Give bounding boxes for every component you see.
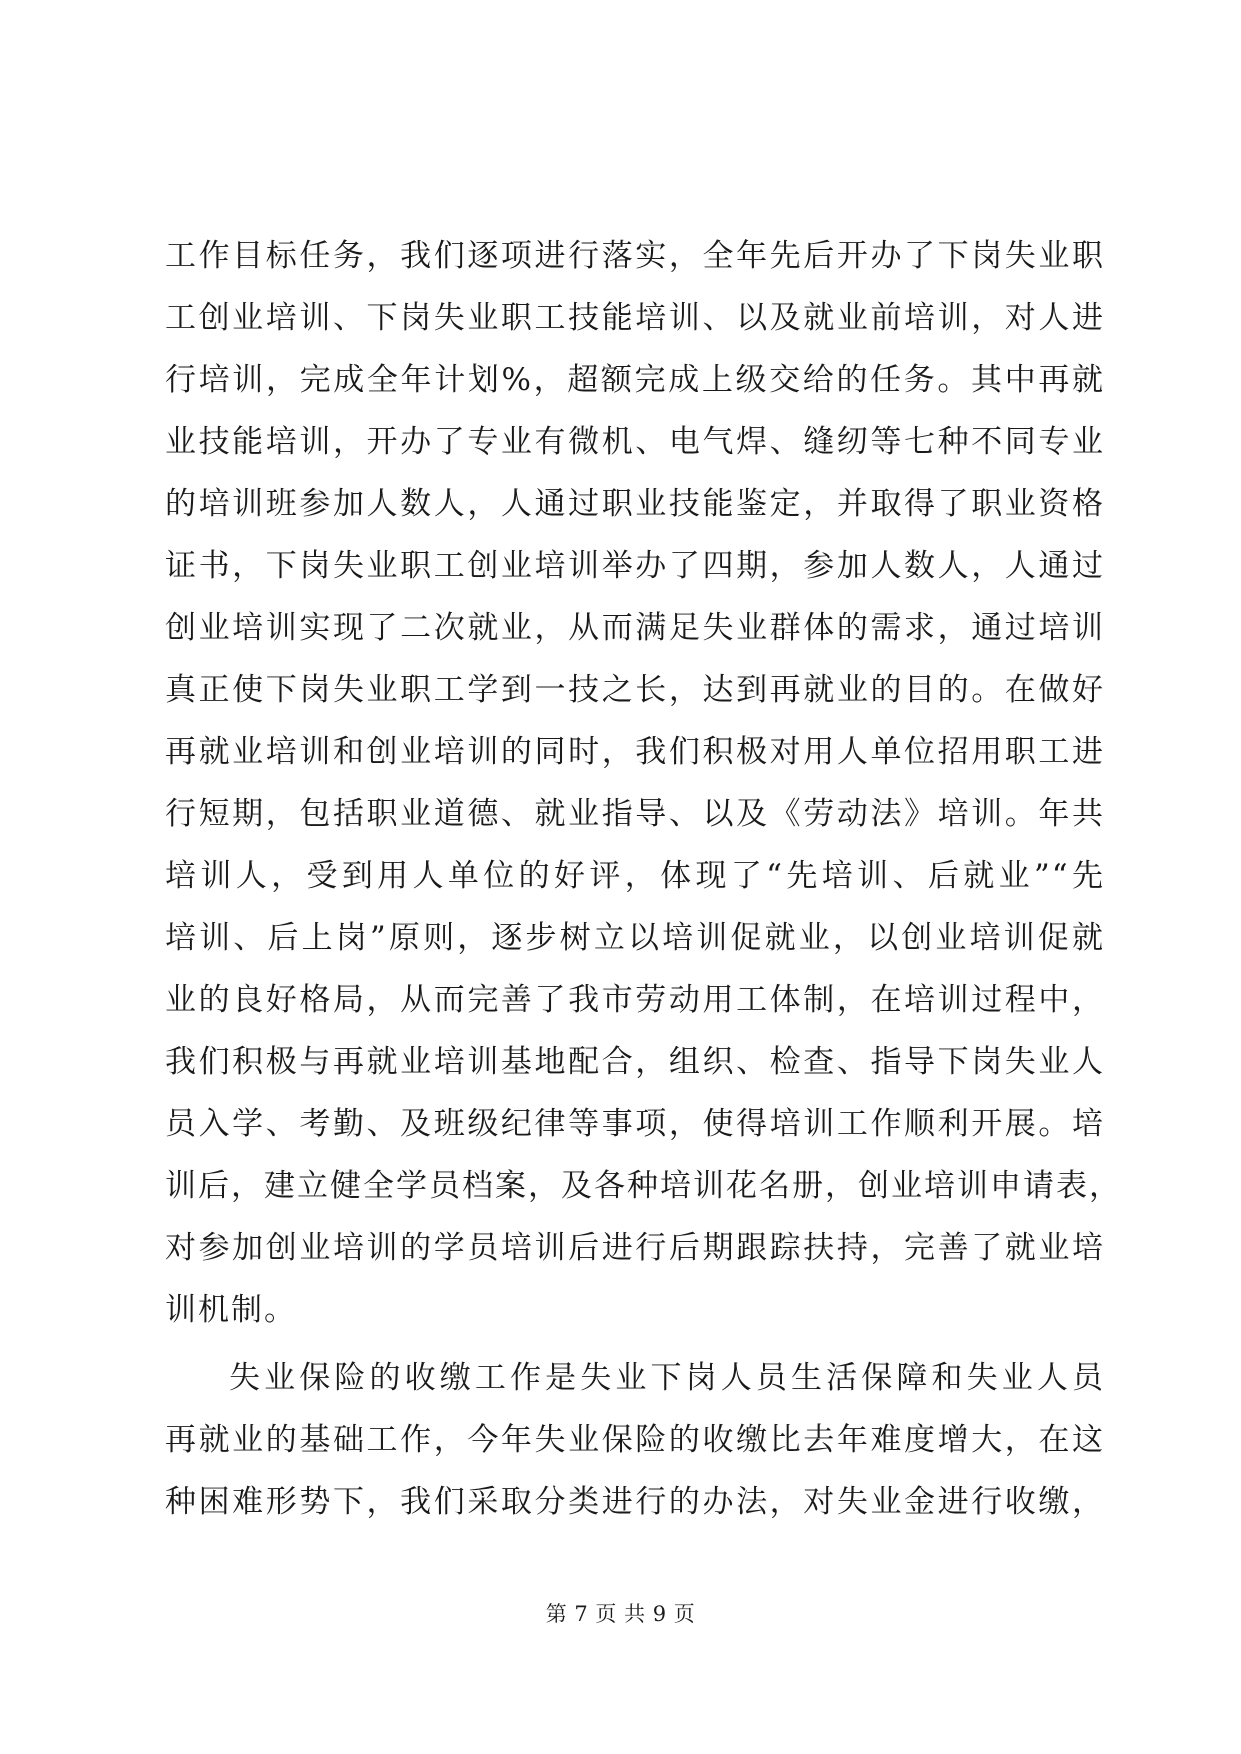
text-line: 创业培训实现了二次就业，从而满足失业群体的需求，通过培训: [165, 610, 1105, 646]
text-line: 种困难形势下，我们采取分类进行的办法，对失业金进行收缴，: [165, 1484, 1105, 1520]
text-line: 证书，下岗失业职工创业培训举办了四期，参加人数人，人通过: [165, 548, 1105, 584]
text-line: 工创业培训、下岗失业职工技能培训、以及就业前培训，对人进: [165, 300, 1105, 336]
text-line: 工作目标任务，我们逐项进行落实，全年先后开办了下岗失业职: [165, 238, 1105, 274]
text-line: 失业保险的收缴工作是失业下岗人员生活保障和失业人员: [229, 1360, 1105, 1396]
text-line: 业技能培训，开办了专业有微机、电气焊、缝纫等七种不同专业: [165, 424, 1105, 460]
text-line: 再就业培训和创业培训的同时，我们积极对用人单位招用职工进: [165, 734, 1105, 770]
text-line: 行短期，包括职业道德、就业指导、以及《劳动法》培训。年共: [165, 796, 1105, 832]
text-line: 对参加创业培训的学员培训后进行后期跟踪扶持，完善了就业培: [165, 1230, 1105, 1266]
body-text: [165, 225, 1122, 1533]
text-line: 再就业的基础工作，今年失业保险的收缴比去年难度增大，在这: [165, 1422, 1105, 1458]
text-line: 训后，建立健全学员档案，及各种培训花名册，创业培训申请表，: [165, 1168, 1122, 1204]
text-line: 真正使下岗失业职工学到一技之长，达到再就业的目的。在做好: [165, 672, 1105, 708]
text-line: 培训人，受到用人单位的好评，体现了“先培训、后就业”“先: [165, 858, 1105, 894]
text-line: 的培训班参加人数人，人通过职业技能鉴定，并取得了职业资格: [165, 486, 1105, 522]
text-line: 培训、后上岗”原则，逐步树立以培训促就业，以创业培训促就: [165, 920, 1105, 956]
text-line: 业的良好格局，从而完善了我市劳动用工体制，在培训过程中，: [165, 982, 1105, 1018]
paragraph-2: [165, 1347, 1105, 1533]
text-line: 我们积极与再就业培训基地配合，组织、检查、指导下岗失业人: [165, 1044, 1105, 1080]
text-line: 行培训，完成全年计划%，超额完成上级交给的任务。其中再就: [165, 362, 1105, 398]
text-line: 训机制。: [165, 1292, 297, 1328]
page-number: 第 7 页 共 9 页: [545, 1602, 696, 1626]
text-line: 员入学、考勤、及班级纪律等事项，使得培训工作顺利开展。培: [165, 1106, 1105, 1142]
page-footer: [0, 1598, 1241, 1628]
paragraph-1: [165, 225, 1122, 1341]
